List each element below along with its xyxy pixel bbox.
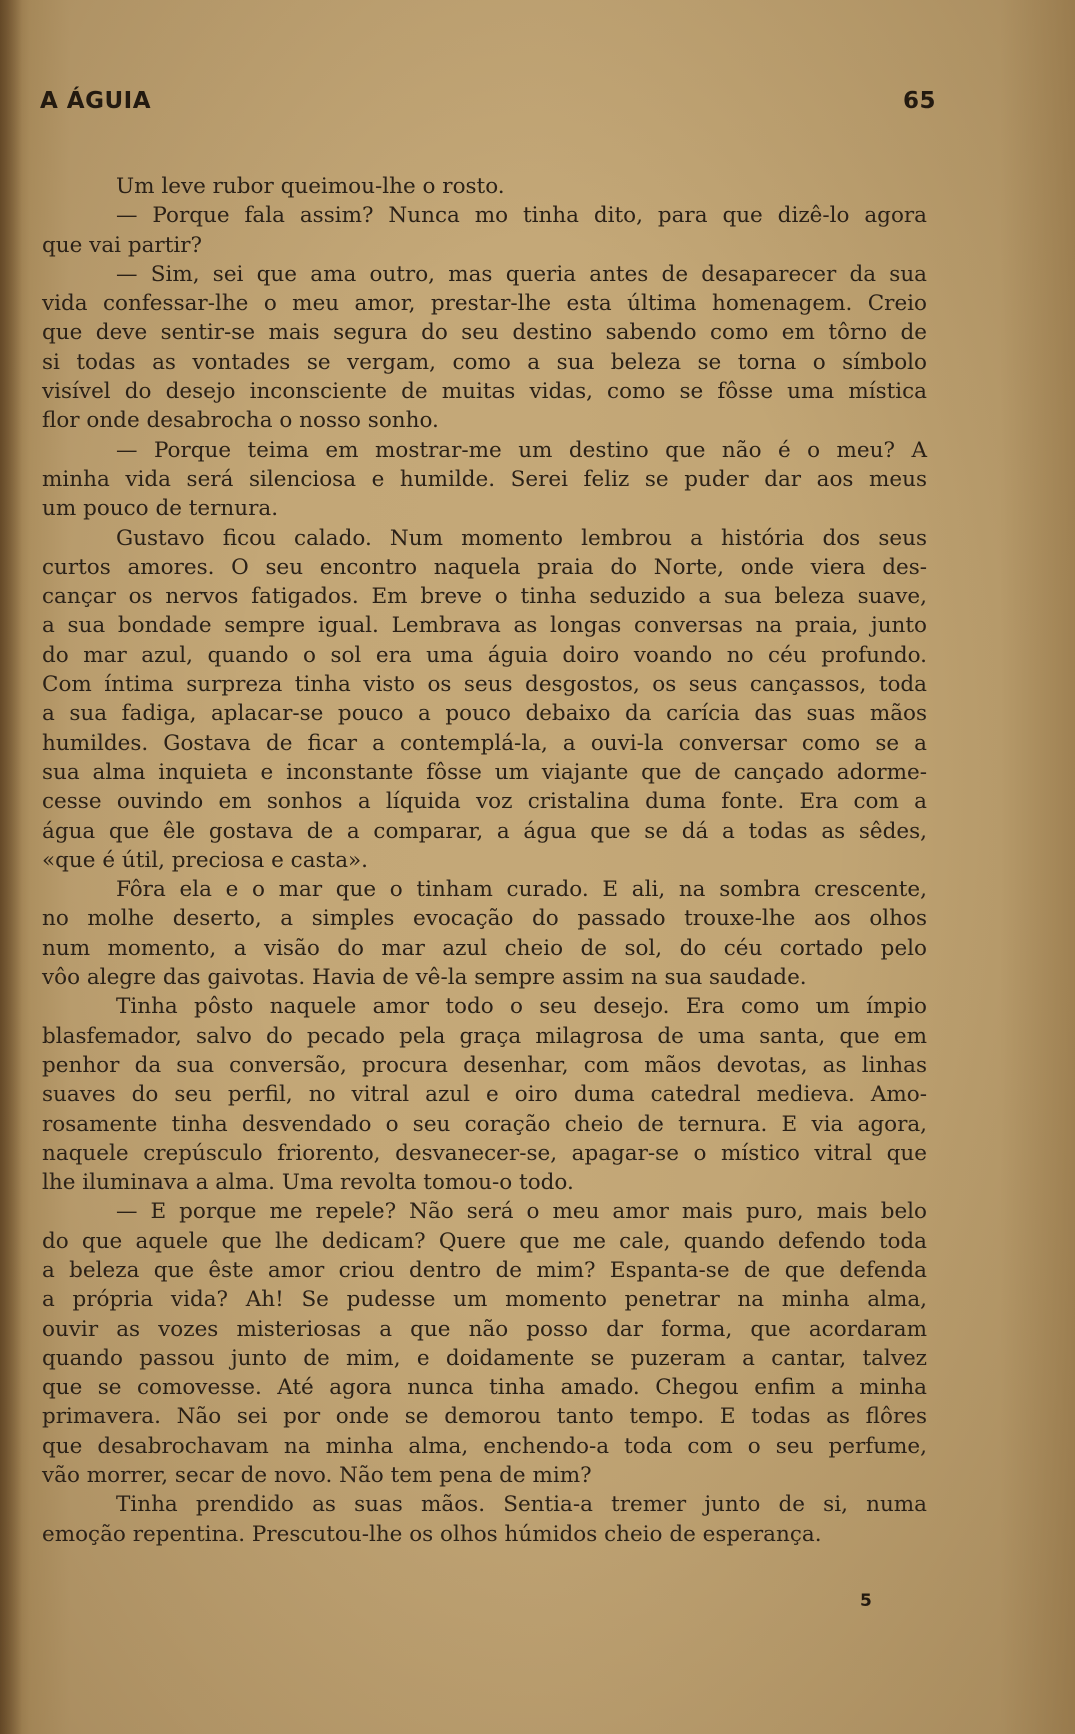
text-line: si todas as vontades se vergam, como a sua beleza se torna o símbolo bbox=[42, 349, 927, 375]
text-line: — E porque me repele? Não será o meu amor mais puro, mais belo bbox=[116, 1199, 927, 1225]
text-line: que se comovesse. Até agora nunca tinha amado. Chegou enfim a minha bbox=[42, 1375, 927, 1401]
text-line: «que é útil, preciosa e casta». bbox=[42, 847, 368, 873]
text-line: quando passou junto de mim, e doidamente se puzeram a cantar, talvez bbox=[42, 1345, 927, 1371]
text-line: do que aquele que lhe dedicam? Quere que me cale, quando defendo toda bbox=[42, 1228, 927, 1254]
page-number: 65 bbox=[903, 88, 937, 114]
text-line: lhe iluminava a alma. Uma revolta tomou-o todo. bbox=[42, 1170, 574, 1196]
text-line: a sua fadiga, aplacar-se pouco a pouco debaixo da carícia das suas mãos bbox=[42, 701, 927, 727]
text-line: um pouco de ternura. bbox=[42, 496, 279, 522]
text-line: Tinha pôsto naquele amor todo o seu desejo. Era como um ímpio bbox=[116, 994, 927, 1020]
text-line: Um leve rubor queimou-lhe o rosto. bbox=[116, 174, 505, 199]
running-title: A ÁGUIA bbox=[40, 88, 152, 114]
text-line: vão morrer, secar de novo. Não tem pena de mim? bbox=[42, 1463, 592, 1489]
text-line: curtos amores. O seu encontro naquela praia do Norte, onde viera des- bbox=[42, 554, 927, 580]
text-line: no molhe deserto, a simples evocação do passado trouxe-lhe aos olhos bbox=[42, 906, 927, 932]
text-line: vida confessar-lhe o meu amor, prestar-lhe esta última homenagem. Creio bbox=[42, 291, 927, 317]
text-line: flor onde desabrocha o nosso sonho. bbox=[42, 408, 439, 434]
text-line: a própria vida? Ah! Se pudesse um momento penetrar na minha alma, bbox=[42, 1287, 927, 1313]
text-line: cesse ouvindo em sonhos a líquida voz cristalina duma fonte. Era com a bbox=[42, 789, 927, 815]
text-line: suaves do seu perfil, no vitral azul e oiro duma catedral medieva. Amo- bbox=[42, 1082, 927, 1108]
text-line: ouvir as vozes misteriosas a que não posso dar forma, que acordaram bbox=[42, 1316, 927, 1342]
text-line: Tinha prendido as suas mãos. Sentia-a tremer junto de si, numa bbox=[116, 1492, 927, 1518]
text-line: Gustavo ficou calado. Num momento lembrou a história dos seus bbox=[116, 525, 927, 551]
text-line: água que êle gostava de a comparar, a água que se dá a todas as sêdes, bbox=[42, 818, 927, 844]
text-line: que vai partir? bbox=[42, 232, 203, 258]
text-line: blasfemador, salvo do pecado pela graça milagrosa de uma santa, que em bbox=[42, 1023, 927, 1049]
text-line: a sua bondade sempre igual. Lembrava as longas conversas na praia, junto bbox=[42, 613, 927, 639]
text-line: rosamente tinha desvendado o seu coração cheio de ternura. E via agora, bbox=[42, 1111, 927, 1137]
text-line: que deve sentir-se mais segura do seu destino sabendo como em tôrno de bbox=[42, 320, 927, 346]
text-line: sua alma inquieta e inconstante fôsse um viajante que de cançado adorme- bbox=[42, 759, 927, 785]
text-line: naquele crepúsculo friorento, desvanecer-se, apagar-se o místico vitral que bbox=[42, 1140, 927, 1166]
text-line: cançar os nervos fatigados. Em breve o tinha seduzido a sua beleza suave, bbox=[42, 584, 927, 610]
text-line: visível do desejo inconsciente de muitas vidas, como se fôsse uma mística bbox=[42, 379, 927, 405]
text-line: humildes. Gostava de ficar a contemplá-la, a ouvi-la conversar como se a bbox=[42, 730, 927, 756]
text-line: primavera. Não sei por onde se demorou tanto tempo. E todas as flôres bbox=[42, 1404, 927, 1430]
text-line: Com íntima surpreza tinha visto os seus desgostos, os seus cançassos, toda bbox=[42, 672, 927, 698]
text-line: — Porque fala assim? Nunca mo tinha dito, para que dizê-lo agora bbox=[116, 203, 927, 229]
text-line: que desabrochavam na minha alma, enchendo-a toda com o seu perfume, bbox=[42, 1433, 927, 1459]
signature-mark: 5 bbox=[860, 1591, 872, 1611]
body-text bbox=[42, 172, 927, 1549]
text-line: do mar azul, quando o sol era uma águia doiro voando no céu profundo. bbox=[42, 642, 927, 668]
text-line: Fôra ela e o mar que o tinham curado. E ali, na sombra crescente, bbox=[116, 877, 927, 903]
text-line: minha vida será silenciosa e humilde. Serei feliz se puder dar aos meus bbox=[42, 466, 927, 492]
text-line: — Porque teima em mostrar-me um destino que não é o meu? A bbox=[116, 437, 927, 463]
text-line: a beleza que êste amor criou dentro de mim? Espanta-se de que defenda bbox=[42, 1257, 927, 1283]
text-line: — Sim, sei que ama outro, mas queria antes de desaparecer da sua bbox=[116, 261, 927, 287]
text-line: penhor da sua conversão, procura desenhar, com mãos devotas, as linhas bbox=[42, 1052, 927, 1078]
text-line: num momento, a visão do mar azul cheio de sol, do céu cortado pelo bbox=[42, 935, 927, 961]
text-line: vôo alegre das gaivotas. Havia de vê-la sempre assim na sua saudade. bbox=[42, 965, 807, 991]
text-line: emoção repentina. Prescutou-lhe os olhos húmidos cheio de esperança. bbox=[42, 1521, 822, 1547]
